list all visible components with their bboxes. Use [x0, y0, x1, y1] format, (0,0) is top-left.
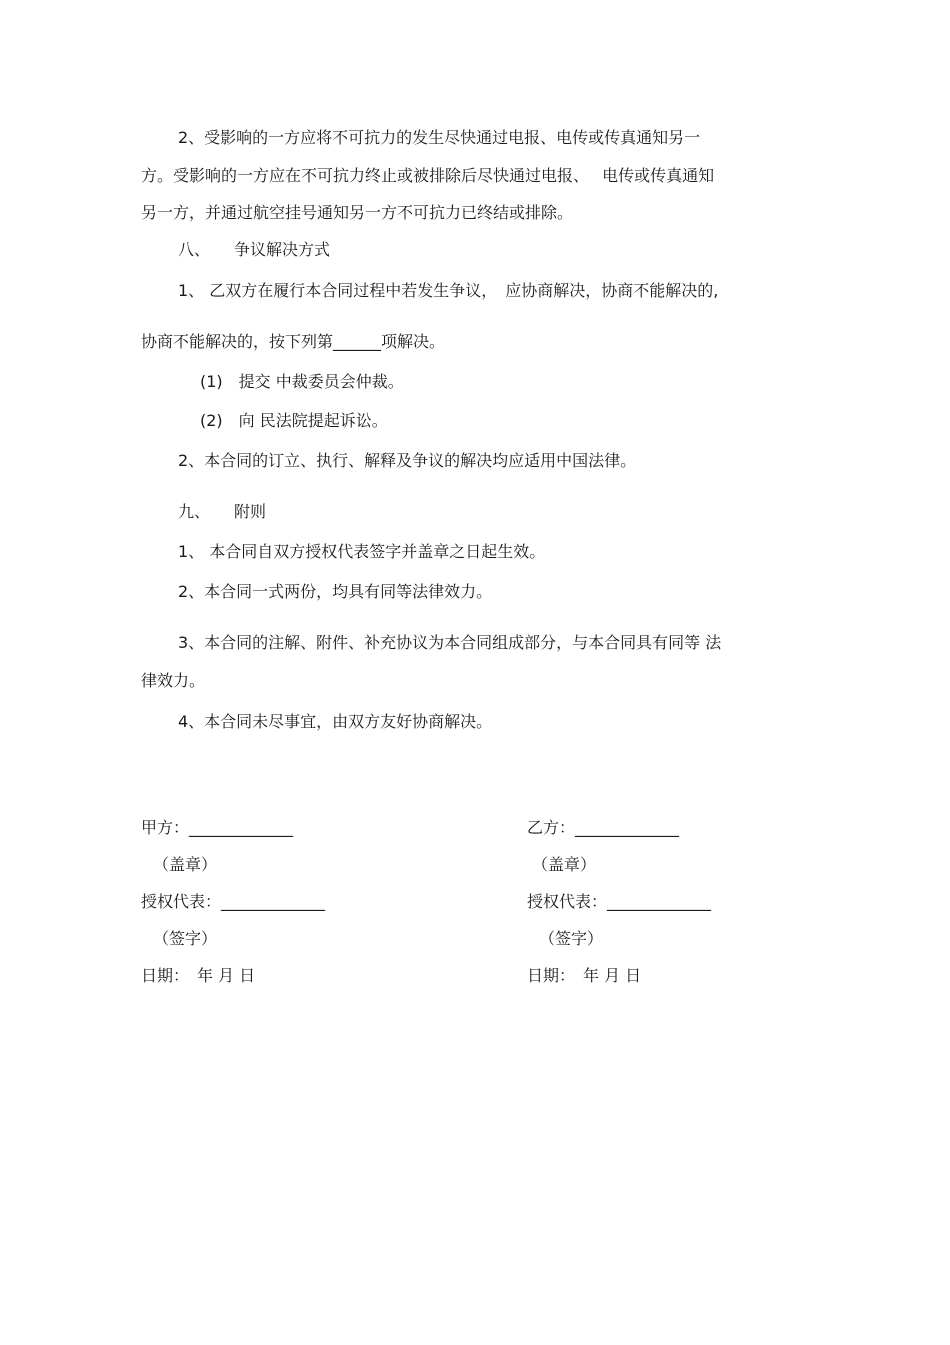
party-b-signature-block [527, 818, 867, 998]
dispute-heading: 八、 争议解决方式 [178, 240, 331, 259]
force-majeure-item-2-line-2: 方。受影响的一方应在不可抗力终止或被排除后尽快通过电报、 电传或传真通知 [141, 166, 715, 185]
party-b-name-field: 乙方：_____________ [527, 818, 680, 837]
party-b-rep-field: 授权代表：_____________ [527, 892, 712, 911]
party-b-seal-label: （盖章） [532, 855, 597, 874]
dispute-item-2: 2、本合同的订立、执行、解释及争议的解决均应适用中国法律。 [178, 451, 637, 470]
party-a-sign-label: （签字） [153, 929, 218, 948]
party-a-date-field: 日期： 年 月 日 [141, 966, 256, 985]
supplementary-item-4: 4、本合同未尽事宜，由双方友好协商解决。 [178, 712, 493, 731]
party-a-rep-field: 授权代表：_____________ [141, 892, 326, 911]
supplementary-item-3-line-1: 3、本合同的注解、附件、补充协议为本合同组成部分，与本合同具有同等 法 [178, 633, 722, 652]
dispute-item-1-line-1: 1、 乙双方在履行本合同过程中若发生争议， 应协商解决，协商不能解决的, [178, 281, 719, 300]
supplementary-heading: 九、 附则 [178, 502, 267, 521]
dispute-option-litigation: (2) 向 民法院提起诉讼。 [200, 411, 388, 430]
supplementary-item-1: 1、 本合同自双方授权代表签字并盖章之日起生效。 [178, 542, 546, 561]
party-a-signature-block [141, 818, 481, 998]
supplementary-item-2: 2、本合同一式两份，均具有同等法律效力。 [178, 582, 493, 601]
party-b-date-field: 日期： 年 月 日 [527, 966, 642, 985]
force-majeure-item-2-line-3: 另一方，并通过航空挂号通知另一方不可抗力已终结或排除。 [141, 203, 574, 222]
dispute-option-arbitration: (1) 提交 中裁委员会仲裁。 [200, 372, 404, 391]
supplementary-item-3-line-2: 律效力。 [141, 671, 206, 690]
force-majeure-item-2-line-1: 2、受影响的一方应将不可抗力的发生尽快通过电报、电传或传真通知另一 [178, 128, 701, 147]
party-a-seal-label: （盖章） [153, 855, 218, 874]
party-a-name-field: 甲方：_____________ [141, 818, 294, 837]
party-b-sign-label: （签字） [539, 929, 604, 948]
dispute-item-1-line-2: 协商不能解决的，按下列第______项解决。 [141, 332, 446, 351]
